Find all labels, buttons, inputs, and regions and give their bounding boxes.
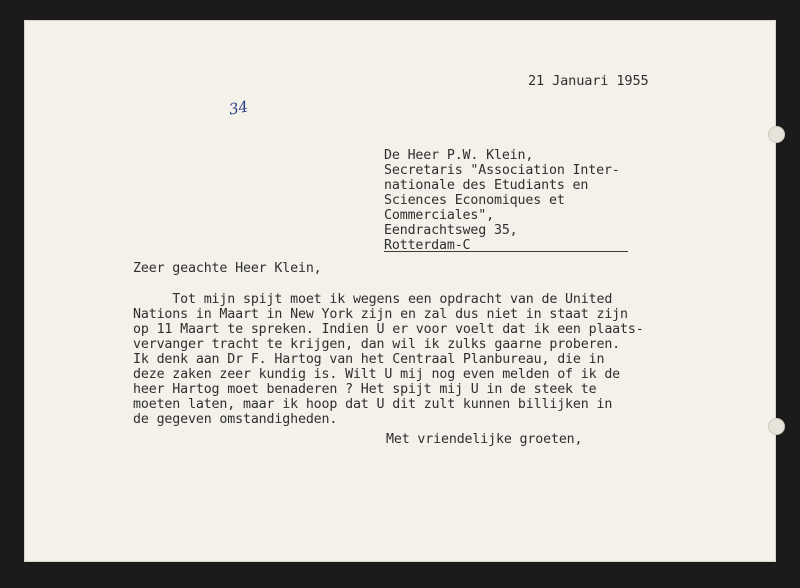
body-line: Tot mijn spijt moet ik wegens een opdracht van de United: [133, 292, 613, 307]
body-line: Nations in Maart in New York zijn en zal dus niet in staat zijn: [133, 307, 628, 322]
address-line: nationale des Etudiants en: [384, 178, 589, 193]
address-line: Rotterdam-C: [384, 238, 471, 253]
body-line: deze zaken zeer kundig is. Wilt U mij nog even melden of ik de: [133, 367, 621, 382]
letter-page: [24, 20, 776, 562]
handwritten-note: 34: [227, 97, 250, 119]
address-line: De Heer P.W. Klein,: [384, 148, 534, 163]
letter-date: 21 Januari 1955: [528, 73, 649, 89]
punch-hole-bottom: [768, 418, 785, 435]
recipient-address: [384, 148, 620, 253]
salutation: Zeer geachte Heer Klein,: [133, 261, 322, 276]
address-line: Secretaris "Association Inter-: [384, 163, 620, 178]
body-line: de gegeven omstandigheden.: [133, 412, 338, 427]
body-line: moeten laten, maar ik hoop dat U dit zult kunnen billijken in: [133, 397, 613, 412]
address-line: Sciences Economiques et: [384, 193, 565, 208]
address-line: Eendrachtsweg 35,: [384, 223, 518, 238]
closing: Met vriendelijke groeten,: [386, 432, 583, 447]
body-line: op 11 Maart te spreken. Indien U er voor voelt dat ik een plaats-: [133, 322, 644, 337]
letter-body: [133, 292, 644, 427]
body-line: Ik denk aan Dr F. Hartog van het Centraal Planbureau, die in: [133, 352, 605, 367]
body-line: vervanger tracht te krijgen, dan wil ik zulks gaarne proberen.: [133, 337, 621, 352]
address-underline: [384, 251, 628, 252]
body-line: heer Hartog moet benaderen ? Het spijt mij U in de steek te: [133, 382, 597, 397]
address-line: Commerciales",: [384, 208, 494, 223]
punch-hole-top: [768, 126, 785, 143]
